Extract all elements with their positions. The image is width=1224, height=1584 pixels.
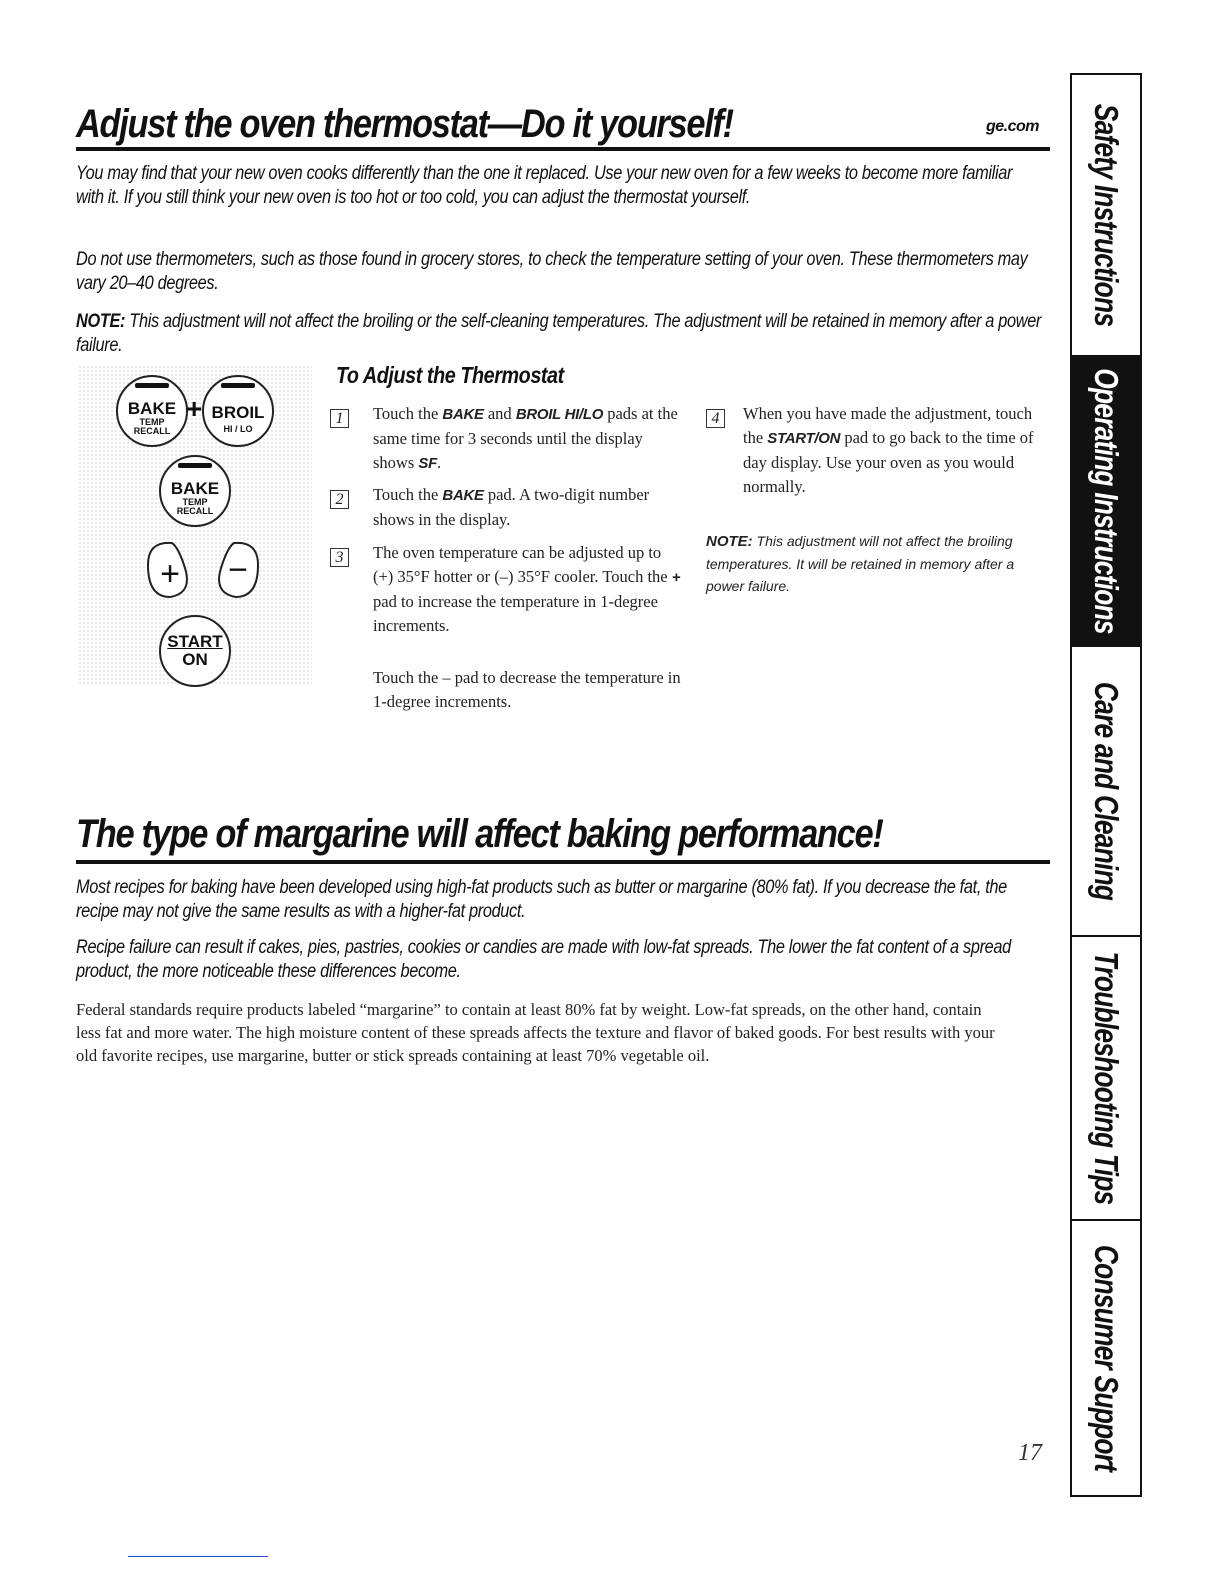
page-number: 17 [1018, 1440, 1042, 1466]
tab-operating-instructions[interactable]: Operating Instructions [1072, 357, 1140, 647]
instructions-note: NOTE: This adjustment will not affect the broiling temperatures. It will be retained in memory after a power failure. [706, 533, 1015, 594]
note-text: This adjustment will not affect the broiling or the self-cleaning temperatures. The adjustment will be retained in memory after a power failure. [76, 311, 1042, 356]
section-title-margarine: The type of margarine will affect baking performance! [76, 812, 883, 856]
bake-pad-illustration: BAKE TEMP RECALL [116, 375, 188, 447]
step-number-2: 2 [330, 490, 349, 509]
intro-note [76, 310, 1046, 358]
margarine-paragraph-2: Recipe failure can result if cakes, pies, pastries, cookies or candies are made with low-fat spreads. The lower the fat content of a spread product, the more noticeable these differences become. [76, 937, 1011, 982]
step-4-text: When you have made the adjustment, touch the START/ON pad to go back to the time of day display. Use your oven as you would normally. [743, 404, 1034, 496]
step-number-4: 4 [706, 409, 725, 428]
site-url: ge.com [986, 118, 1040, 135]
intro-paragraph-1: You may find that your new oven cooks differently than the one it replaced. Use your new oven for a few weeks to become more familiar with it. If you still think your new oven is too hot or too cold, you can adjust the thermostat yourself. [76, 163, 1013, 208]
keypad-illustration [78, 365, 312, 685]
step-3-extra-text: Touch the – pad to decrease the temperature in 1-degree increments. [373, 668, 681, 711]
bake-pad-illustration-2: BAKE TEMP RECALL [159, 455, 231, 527]
heading-rule-2 [76, 860, 1050, 864]
section-tabs [1070, 73, 1142, 1497]
plus-sign: + [186, 393, 203, 424]
note-label: NOTE: [76, 311, 126, 332]
step-1-text: Touch the BAKE and BROIL HI/LO pads at the same time for 3 seconds until the display shows SF. [373, 404, 678, 472]
plus-pad-label: + [160, 555, 180, 593]
instructions-subheading: To Adjust the Thermostat [336, 362, 564, 388]
heading-rule [76, 147, 1050, 151]
intro-paragraph-2: Do not use thermometers, such as those found in grocery stores, to check the temperature setting of your oven. These thermometers may vary 20–40 degrees. [76, 249, 1028, 294]
step-number-1: 1 [330, 409, 349, 428]
start-pad-illustration: START ON [159, 615, 231, 687]
margarine-body-text: Federal standards require products labeled “margarine” to contain at least 80% fat by weight. Low-fat spreads, on the other hand, contain less fat and more water. The high moisture content of these spreads affects the texture and flavor of baked goods. For best results with your old favorite recipes, use margarine, butter or stick spreads containing at least 70% vegetable oil. [76, 1000, 995, 1065]
tab-troubleshooting-tips[interactable]: Troubleshooting Tips [1072, 937, 1140, 1221]
step-number-3: 3 [330, 548, 349, 567]
section-title-thermostat: Adjust the oven thermostat—Do it yourself! [76, 102, 733, 146]
margarine-paragraph-1: Most recipes for baking have been developed using high-fat products such as butter or margarine (80% fat). If you decrease the fat, the recipe may not give the same results as with a higher-fat product. [76, 877, 1007, 922]
plus-minus-pads-illustration [140, 535, 270, 605]
broil-pad-illustration: BROIL HI / LO [202, 375, 274, 447]
tab-care-and-cleaning[interactable]: Care and Cleaning [1072, 647, 1140, 937]
tab-consumer-support[interactable]: Consumer Support [1088, 1244, 1125, 1472]
step-3-text: The oven temperature can be adjusted up to (+) 35°F hotter or (–) 35°F cooler. Touch the + pad to increase the temperature in 1-degree increments. [373, 543, 681, 635]
tab-safety-instructions[interactable]: Safety Instructions [1072, 75, 1140, 357]
minus-pad-label: − [228, 551, 248, 589]
step-2-text: Touch the BAKE pad. A two-digit number shows in the display. [373, 485, 650, 529]
footer-line [128, 1556, 268, 1557]
